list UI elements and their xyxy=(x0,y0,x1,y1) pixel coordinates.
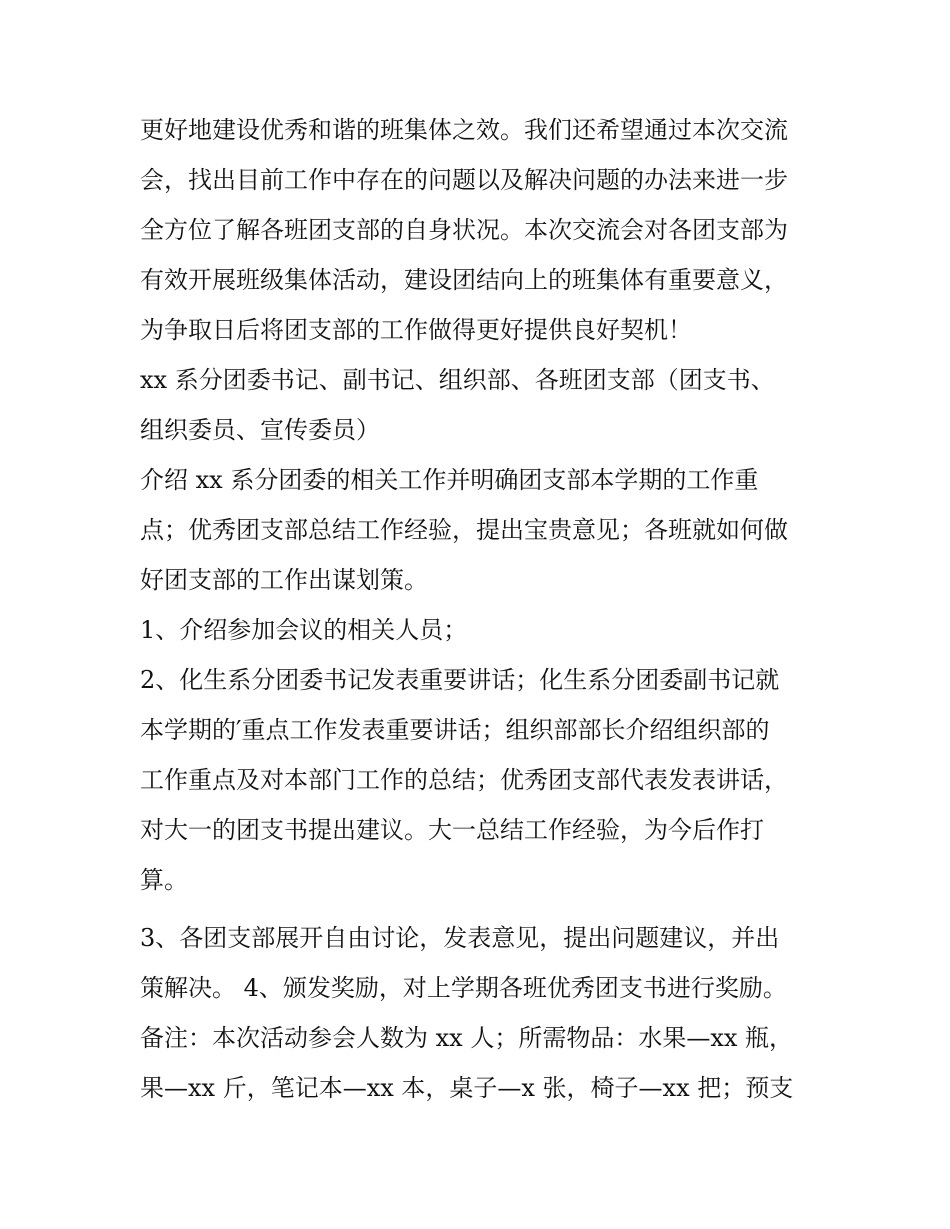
text-line: 备注：本次活动参会人数为 xx 人；所需物品：水果—xx 瓶， xyxy=(140,1024,794,1052)
text-line: 会，找出目前工作中存在的问题以及解决问题的办法来进一步 xyxy=(140,166,788,194)
text-line: 对大一的团支书提出建议。大一总结工作经验，为今后作打 xyxy=(140,816,764,844)
text-line: 工作重点及对本部门工作的总结；优秀团支部代表发表讲话， xyxy=(140,766,788,794)
text-line: xx 系分团委书记、副书记、组织部、各班团支部（团支书、 xyxy=(140,366,775,394)
text-line: 1、介绍参加会议的相关人员； xyxy=(140,616,468,644)
text-line: 果—xx 斤，笔记本—xx 本，桌子—x 张，椅子—xx 把；预支 xyxy=(140,1074,794,1102)
text-line: 本学期的′重点工作发表重要讲话；组织部部长介绍组织部的 xyxy=(140,716,770,744)
text-line: 组织委员、宣传委员） xyxy=(140,416,380,444)
text-line: 点；优秀团支部总结工作经验，提出宝贵意见；各班就如何做 xyxy=(140,516,788,544)
text-line: 介绍 xx 系分团委的相关工作并明确团支部本学期的工作重 xyxy=(140,466,759,494)
text-line: 有效开展班级集体活动，建设团结向上的班集体有重要意义， xyxy=(140,266,788,294)
text-line: 2、化生系分团委书记发表重要讲话；化生系分团委副书记就 xyxy=(140,666,780,694)
text-line: 算。 xyxy=(140,866,188,894)
text-line: 策解决。 4、颁发奖励，对上学期各班优秀团支书进行奖励。 xyxy=(140,974,787,1002)
text-line: 好团支部的工作出谋划策。 xyxy=(140,566,428,594)
text-line: 全方位了解各班团支部的自身状况。本次交流会对各团支部为 xyxy=(140,216,788,244)
text-line: 为争取日后将团支部的工作做得更好提供良好契机！ xyxy=(140,316,692,344)
text-line: 3、各团支部展开自由讨论，发表意见，提出问题建议，并出 xyxy=(140,924,780,952)
text-line: 更好地建设优秀和谐的班集体之效。我们还希望通过本次交流 xyxy=(140,116,788,144)
